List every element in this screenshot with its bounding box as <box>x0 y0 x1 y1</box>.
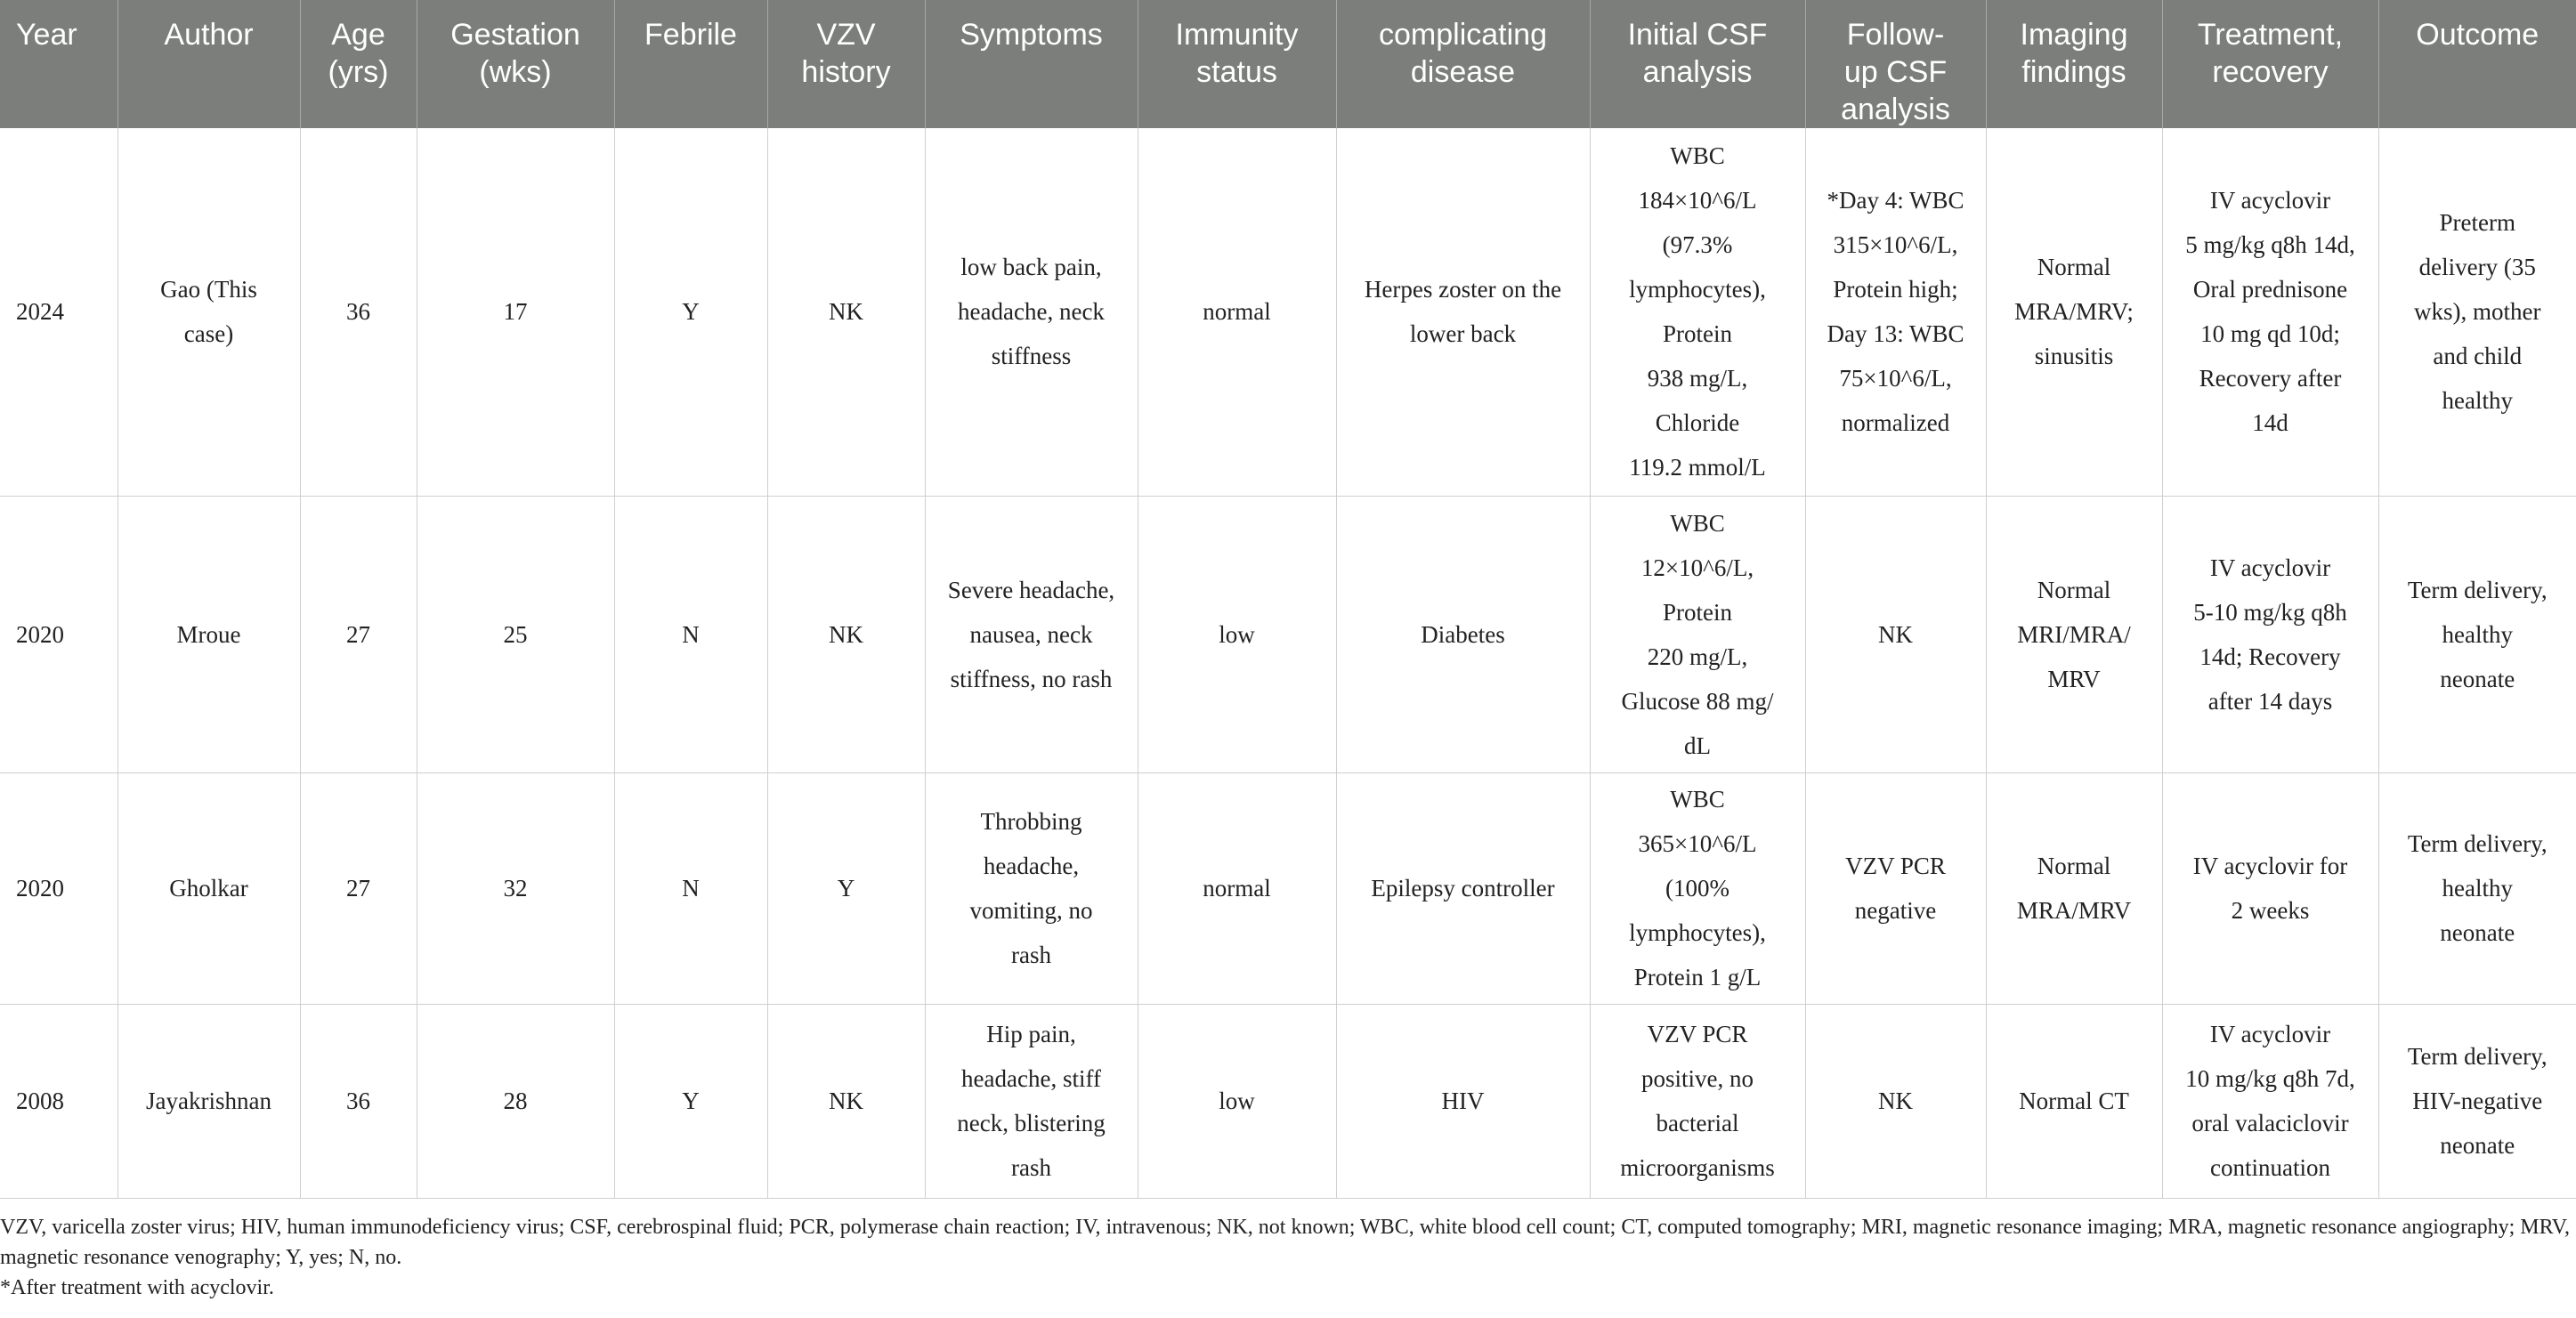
cell-outcome: Preterm delivery (35 wks), mother and child healthy <box>2378 128 2576 496</box>
cell-immunity: low <box>1138 1004 1336 1198</box>
table-footnotes <box>0 1212 2576 1303</box>
column-header-outcome: Outcome <box>2378 0 2576 128</box>
cell-author: Mroue <box>117 496 300 772</box>
cell-gestation: 25 <box>417 496 614 772</box>
cell-followup-csf: VZV PCR negative <box>1805 772 1986 1004</box>
column-header-complicating-disease: complicating disease <box>1336 0 1590 128</box>
cell-author: Jayakrishnan <box>117 1004 300 1198</box>
cell-symptoms: low back pain, headache, neck stiffness <box>925 128 1138 496</box>
cell-followup-csf: NK <box>1805 496 1986 772</box>
column-header-symptoms: Symptoms <box>925 0 1138 128</box>
cell-imaging: Normal MRI/MRA/ MRV <box>1986 496 2162 772</box>
footnote-asterisk: *After treatment with acyclovir. <box>0 1276 274 1299</box>
cell-year: 2020 <box>0 772 117 1004</box>
cell-age: 36 <box>300 128 417 496</box>
cell-outcome: Term delivery, healthy neonate <box>2378 772 2576 1004</box>
cell-vzv-history: NK <box>767 128 925 496</box>
cell-febrile: N <box>614 496 767 772</box>
cell-gestation: 32 <box>417 772 614 1004</box>
cell-complicating-disease: HIV <box>1336 1004 1590 1198</box>
cell-symptoms: Hip pain, headache, stiff neck, blistering rash <box>925 1004 1138 1198</box>
column-header-treatment: Treatment, recovery <box>2162 0 2378 128</box>
table-row <box>0 496 2576 772</box>
cell-gestation: 17 <box>417 128 614 496</box>
column-header-age: Age (yrs) <box>300 0 417 128</box>
cell-initial-csf: VZV PCR positive, no bacterial microorganisms <box>1590 1004 1805 1198</box>
cell-author: Gholkar <box>117 772 300 1004</box>
cell-immunity: normal <box>1138 128 1336 496</box>
cell-complicating-disease: Diabetes <box>1336 496 1590 772</box>
cell-initial-csf: WBC 365×10^6/L (100% lymphocytes), Protein 1 g/L <box>1590 772 1805 1004</box>
column-header-vzv-history: VZV history <box>767 0 925 128</box>
cell-imaging: Normal MRA/MRV; sinusitis <box>1986 128 2162 496</box>
cell-febrile: Y <box>614 1004 767 1198</box>
cell-vzv-history: NK <box>767 1004 925 1198</box>
column-header-initial-csf: Initial CSF analysis <box>1590 0 1805 128</box>
cell-age: 27 <box>300 772 417 1004</box>
cell-complicating-disease: Herpes zoster on the lower back <box>1336 128 1590 496</box>
cell-vzv-history: NK <box>767 496 925 772</box>
cell-complicating-disease: Epilepsy controller <box>1336 772 1590 1004</box>
cell-initial-csf: WBC 12×10^6/L, Protein 220 mg/L, Glucose 88 mg/ dL <box>1590 496 1805 772</box>
cell-outcome: Term delivery, HIV-negative neonate <box>2378 1004 2576 1198</box>
cell-symptoms: Severe headache, nausea, neck stiffness, no rash <box>925 496 1138 772</box>
cell-vzv-history: Y <box>767 772 925 1004</box>
cell-age: 36 <box>300 1004 417 1198</box>
cell-immunity: normal <box>1138 772 1336 1004</box>
cell-treatment: IV acyclovir for 2 weeks <box>2162 772 2378 1004</box>
column-header-imaging: Imaging findings <box>1986 0 2162 128</box>
column-header-febrile: Febrile <box>614 0 767 128</box>
cell-year: 2024 <box>0 128 117 496</box>
column-header-author: Author <box>117 0 300 128</box>
table-row <box>0 128 2576 496</box>
cell-year: 2020 <box>0 496 117 772</box>
cell-imaging: Normal MRA/MRV <box>1986 772 2162 1004</box>
cell-treatment: IV acyclovir 10 mg/kg q8h 7d, oral valaciclovir continuation <box>2162 1004 2378 1198</box>
cell-outcome: Term delivery, healthy neonate <box>2378 496 2576 772</box>
footnote-abbreviations: VZV, varicella zoster virus; HIV, human immunodeficiency virus; CSF, cerebrospinal fluid; PCR, polymerase chain reaction; IV, intravenous; NK, not known; WBC, white blood cell count; CT, computed tomography; MRI, magnetic resonance imaging; MRA, magnetic resonance angiography; MRV, magnetic resonance venography; Y, yes; N, no. <box>0 1216 2570 1269</box>
cell-followup-csf: NK <box>1805 1004 1986 1198</box>
column-header-followup-csf: Follow- up CSF analysis <box>1805 0 1986 128</box>
cell-initial-csf: WBC 184×10^6/L (97.3% lymphocytes), Protein 938 mg/L, Chloride 119.2 mmol/L <box>1590 128 1805 496</box>
cell-febrile: Y <box>614 128 767 496</box>
cell-immunity: low <box>1138 496 1336 772</box>
cell-gestation: 28 <box>417 1004 614 1198</box>
cell-author: Gao (This case) <box>117 128 300 496</box>
cell-treatment: IV acyclovir 5-10 mg/kg q8h 14d; Recovery after 14 days <box>2162 496 2378 772</box>
cell-symptoms: Throbbing headache, vomiting, no rash <box>925 772 1138 1004</box>
cell-age: 27 <box>300 496 417 772</box>
cell-treatment: IV acyclovir 5 mg/kg q8h 14d, Oral prednisone 10 mg qd 10d; Recovery after 14d <box>2162 128 2378 496</box>
column-header-year: Year <box>0 0 117 128</box>
cell-followup-csf: *Day 4: WBC 315×10^6/L, Protein high; Day 13: WBC 75×10^6/L, normalized <box>1805 128 1986 496</box>
table-row <box>0 772 2576 1004</box>
column-header-gestation: Gestation (wks) <box>417 0 614 128</box>
cell-imaging: Normal CT <box>1986 1004 2162 1198</box>
cell-febrile: N <box>614 772 767 1004</box>
table-row <box>0 1004 2576 1198</box>
column-header-immunity-status: Immunity status <box>1138 0 1336 128</box>
table-header-row <box>0 0 2576 128</box>
cell-year: 2008 <box>0 1004 117 1198</box>
